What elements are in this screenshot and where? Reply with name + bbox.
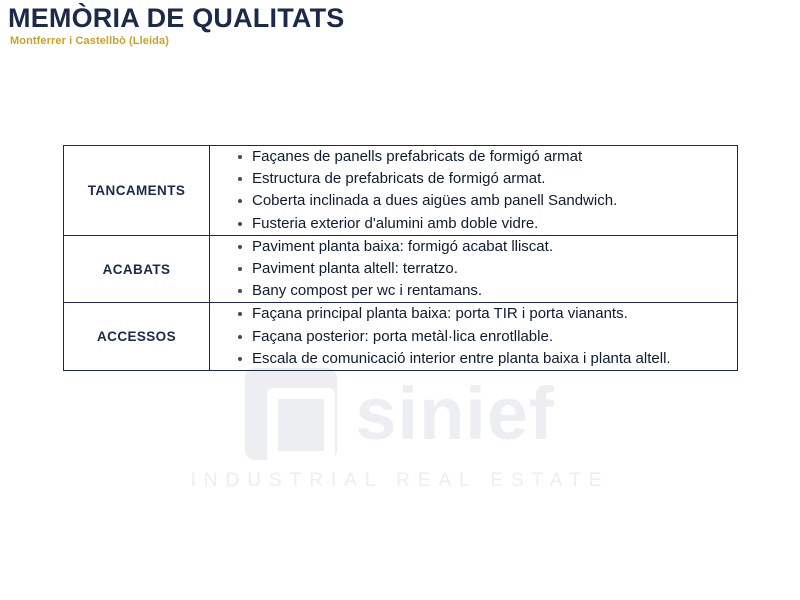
page-subtitle: Montferrer i Castellbò (Lleida): [10, 35, 169, 48]
items-list: [210, 146, 737, 235]
watermark-tagline: INDUSTRIAL REAL ESTATE: [190, 470, 610, 491]
table-row: [64, 303, 738, 371]
watermark-wordmark: sinief: [355, 372, 555, 455]
list-item: Paviment planta baixa: formigó acabat lliscat.: [238, 236, 737, 258]
category-label: ACCESSOS: [64, 303, 210, 371]
list-item: Coberta inclinada a dues aigües amb panell Sandwich.: [238, 190, 737, 212]
items-list: [210, 236, 737, 303]
list-item: Façanes de panells prefabricats de formigó armat: [238, 146, 737, 168]
list-item: Bany compost per wc i rentamans.: [238, 280, 737, 302]
category-label: ACABATS: [64, 235, 210, 303]
list-item: Façana principal planta baixa: porta TIR i porta vianants.: [238, 303, 737, 325]
page-title: MEMÒRIA DE QUALITATS: [8, 3, 345, 33]
list-item: Façana posterior: porta metàl·lica enrotllable.: [238, 326, 737, 348]
table-row: [64, 146, 738, 236]
list-item: Escala de comunicació interior entre planta baixa i planta altell.: [238, 348, 737, 370]
items-list: [210, 303, 737, 370]
watermark-row: [245, 368, 554, 460]
items-cell: [210, 146, 738, 236]
items-cell: [210, 303, 738, 371]
qualities-table: [63, 145, 738, 371]
list-item: Paviment planta altell: terratzo.: [238, 258, 737, 280]
list-item: Fusteria exterior d'alumini amb doble vidre.: [238, 213, 737, 235]
category-label: TANCAMENTS: [64, 146, 210, 236]
sinief-logo-icon: [245, 368, 337, 460]
list-item: Estructura de prefabricats de formigó armat.: [238, 168, 737, 190]
table-row: [64, 235, 738, 303]
qualities-table-wrapper: [63, 145, 738, 371]
document-header: [8, 4, 788, 47]
items-cell: [210, 235, 738, 303]
qualities-table-body: [64, 146, 738, 371]
